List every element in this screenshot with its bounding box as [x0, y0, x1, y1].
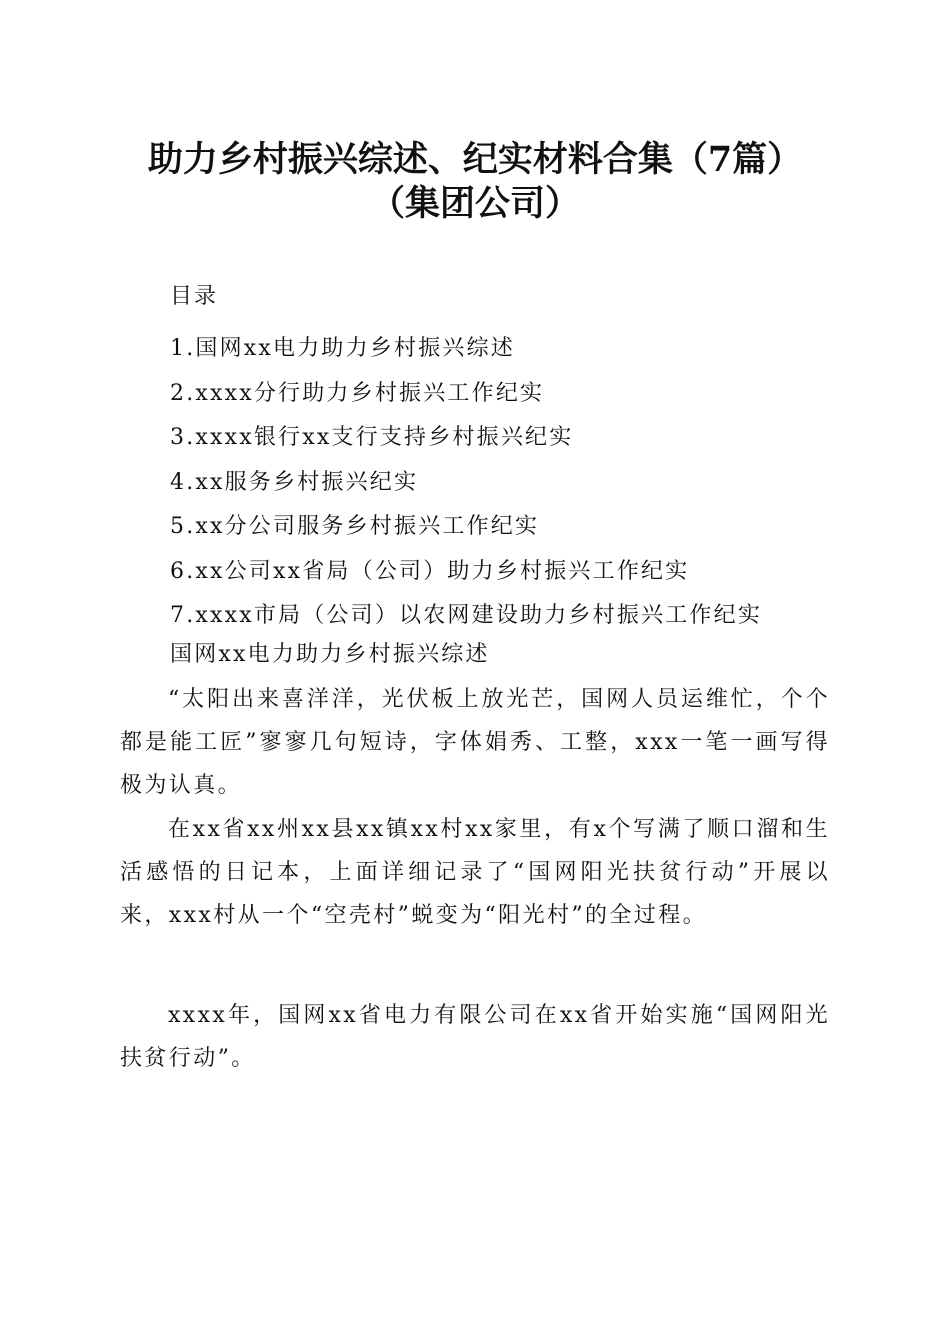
- document-title-line1: 助力乡村振兴综述、纪实材料合集（7篇）: [147, 139, 803, 180]
- section-title: 国网xx电力助力乡村振兴综述: [170, 642, 490, 667]
- table-of-contents: [170, 327, 762, 639]
- toc-item: 1.国网xx电力助力乡村振兴综述: [170, 336, 516, 361]
- toc-heading: 目录: [170, 284, 219, 309]
- body-paragraph: xxxx年，国网xx省电力有限公司在xx省开始实施“国网阳光扶贫行动”。: [120, 1003, 830, 1071]
- toc-item: 4.xx服务乡村振兴纪实: [170, 469, 419, 495]
- toc-item: 6.xx公司xx省局（公司）助力乡村振兴工作纪实: [170, 558, 690, 584]
- toc-item: 2.xxxx分行助力乡村振兴工作纪实: [170, 380, 545, 406]
- toc-item: 5.xx分公司服务乡村振兴工作纪实: [170, 514, 540, 539]
- body-paragraph: “太阳出来喜洋洋，光伏板上放光芒，国网人员运维忙，个个都是能工匠”寥寥几句短诗，字体娟秀、工整，xxx一笔一画写得极为认真。: [120, 687, 830, 798]
- body-paragraph: 在xx省xx州xx县xx镇xx村xx家里，有x个写满了顺口溜和生活感悟的日记本，上面详细记录了“国网阳光扶贫行动”开展以来，xxx村从一个“空壳村”蜕变为“阳光村”的全过程。: [120, 817, 830, 928]
- toc-item: 7.xxxx市局（公司）以农网建设助力乡村振兴工作纪实: [170, 603, 763, 628]
- toc-item: 3.xxxx银行xx支行支持乡村振兴纪实: [170, 425, 574, 450]
- document-title-line2: （集团公司）: [369, 183, 580, 224]
